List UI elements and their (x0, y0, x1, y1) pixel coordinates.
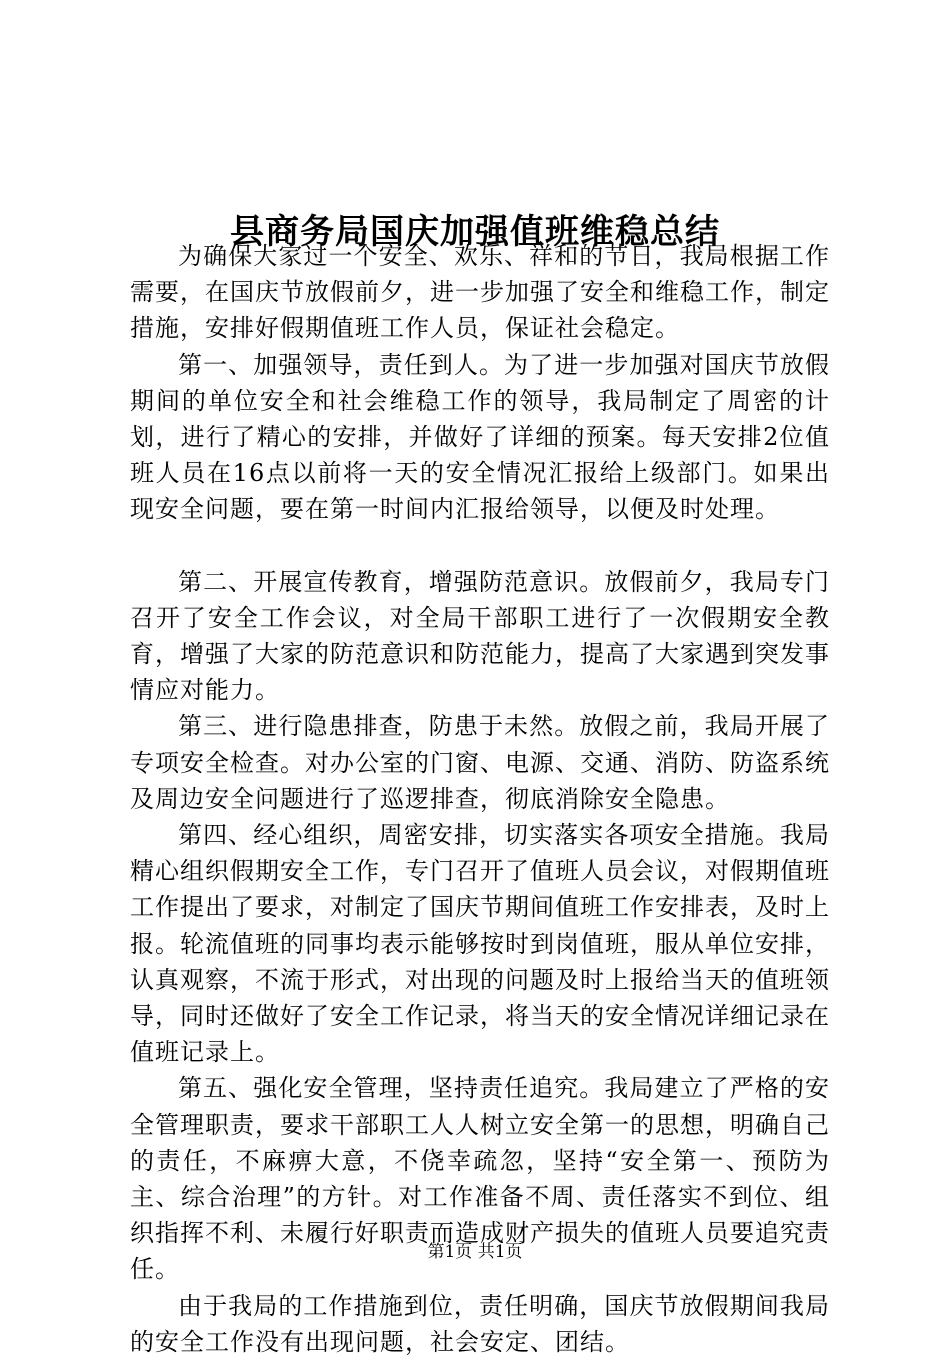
paragraph-first-point: 第一、加强领导，责任到人。为了进一步加强对国庆节放假期间的单位安全和社会维稳工作的领导，我局制定了周密的计划，进行了精心的安排，并做好了详细的预案。每天安排2位值班人员在16点以前将一天的安全情况汇报给上级部门。如果出现安全问题，要在第一时间内汇报给领导，以便及时处理。 (130, 350, 830, 524)
paragraph-fourth-point: 第四、经心组织，周密安排，切实落实各项安全措施。我局精心组织假期安全工作，专门召开了值班人员会议，对假期值班工作提出了要求，对制定了国庆节期间值班工作安排表，及时上报。轮流值班的同事均表示能够按时到岗值班，服从单位安排，认真观察，不流于形式，对出现的问题及时上报给当天的值班领导，同时还做好了安全工作记录，将当天的安全情况详细记录在值班记录上。 (130, 821, 830, 1067)
paragraph-third-point: 第三、进行隐患排查，防患于未然。放假之前，我局开展了专项安全检查。对办公室的门窗、电源、交通、消防、防盗系统及周边安全问题进行了巡逻排查，彻底消除安全隐患。 (130, 712, 830, 813)
document-body (130, 238, 830, 1360)
paragraph-intro: 为确保大家过一个安全、欢乐、祥和的节日，我局根据工作需要，在国庆节放假前夕，进一步加强了安全和维稳工作，制定措施，安排好假期值班工作人员，保证社会稳定。 (130, 242, 830, 343)
page-number-footer: 第1页 共1页 (427, 1242, 523, 1262)
paragraph-second-point: 第二、开展宣传教育，增强防范意识。放假前夕，我局专门召开了安全工作会议，对全局干部职工进行了一次假期安全教育，增强了大家的防范意识和防范能力，提高了大家遇到突发事情应对能力。 (130, 567, 830, 705)
document-title: 县商务局国庆加强值班维稳总结 (230, 211, 720, 252)
paragraph-conclusion: 由于我局的工作措施到位，责任明确，国庆节放假期间我局的安全工作没有出现问题，社会安定、团结。 (130, 1291, 830, 1356)
paragraph-fifth-point: 第五、强化安全管理，坚持责任追究。我局建立了严格的安全管理职责，要求干部职工人人树立安全第一的思想，明确自己的责任，不麻痹大意，不侥幸疏忽，坚持“安全第一、预防为主、综合治理”的方针。对工作准备不周、责任落实不到位、组织指挥不利、未履行好职责而造成财产损失的值班人员要追究责任。 (130, 1074, 830, 1284)
